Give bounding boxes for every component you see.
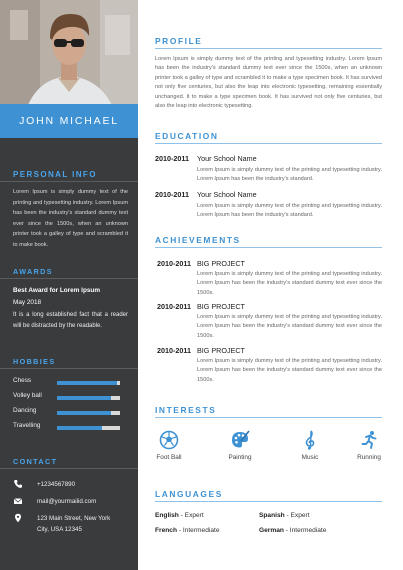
interest-running xyxy=(344,430,394,461)
interest-music xyxy=(285,430,335,461)
hobby-row xyxy=(13,407,125,417)
phone-number: +1234567890 xyxy=(37,481,76,488)
language-item xyxy=(155,527,220,534)
email-address: mail@yourmailid.com xyxy=(37,498,97,505)
divider xyxy=(155,417,382,418)
hobby-level-fill xyxy=(57,396,111,400)
football-icon xyxy=(159,430,179,450)
hobbies-heading: HOBBIES xyxy=(13,357,56,366)
divider xyxy=(155,247,382,248)
hobby-level-bar xyxy=(57,411,120,415)
address-line-1: 123 Main Street, New York xyxy=(37,515,111,522)
music-clef-icon xyxy=(300,430,320,450)
envelope-icon xyxy=(13,496,23,506)
language-name: French xyxy=(155,527,177,534)
hobby-label: Volley ball xyxy=(13,392,42,399)
awards-heading: AWARDS xyxy=(13,267,53,276)
profile-text: Lorem Ipsum is simply dummy text of the printing and typesetting industry. Lorem Ipsum has been the industry's standard dummy text ever since the 1500s, when an unknown printer took a galley of type and scrambled it to make a type specimen book. It has survived not only five centuries, but also the leap into electronic typesetting, remaining essentially unchanged. It to make a type specimen book. It has survived not only five centuries, but also the leap into electronic typesetting. xyxy=(155,56,382,110)
hobby-row xyxy=(13,377,125,387)
hobby-row xyxy=(13,392,125,402)
hobby-level-bar xyxy=(57,396,120,400)
hobby-label: Dancing xyxy=(13,407,37,414)
language-level: - Intermediate xyxy=(176,527,220,534)
interest-label: Painting xyxy=(228,454,252,461)
interest-football xyxy=(144,430,194,461)
divider xyxy=(0,468,138,469)
address-line-2: City, USA 12345 xyxy=(37,526,82,533)
language-item xyxy=(259,527,326,534)
divider xyxy=(0,368,138,369)
divider xyxy=(155,48,382,49)
language-level: - Expert xyxy=(284,512,310,519)
address-text xyxy=(37,513,129,535)
achievement-text: Lorem Ipsum is simply dummy text of the printing and typesetting industry. Lorem Ipsum has been the industry's standard dummy text ever since the 1500s. xyxy=(197,271,382,296)
divider xyxy=(0,278,138,279)
palette-icon xyxy=(230,430,250,450)
language-item xyxy=(259,512,310,519)
award-text: It is a long established fact that a reader will be distracted by the readable. xyxy=(13,312,128,329)
divider xyxy=(155,143,382,144)
main-content xyxy=(138,0,403,570)
achievement-years: 2010-2011 xyxy=(157,259,191,268)
personal-info-heading: PERSONAL INFO xyxy=(13,170,97,179)
sidebar xyxy=(0,0,138,570)
hobby-level-fill xyxy=(57,381,117,385)
personal-info-text: Lorem Ipsum is simply dummy text of the printing and typesetting industry. Lorem Ipsum has been the industry's standard dummy text ever since the 1500s, when an unknown printer took a galley of type and scrambled it to make book. xyxy=(13,189,128,248)
profile-photo xyxy=(0,0,138,105)
name-banner xyxy=(0,104,138,138)
running-icon xyxy=(359,430,379,450)
achievement-years: 2010-2011 xyxy=(157,302,191,311)
award-year: May 2018 xyxy=(13,299,42,306)
interests-heading: INTERESTS xyxy=(155,405,217,415)
school-name: Your School Name xyxy=(197,154,257,163)
phone-icon xyxy=(13,479,23,489)
hobby-label: Travelling xyxy=(13,422,41,429)
hobby-row xyxy=(13,422,125,432)
language-name: German xyxy=(259,527,284,534)
achievements-heading: ACHIEVEMENTS xyxy=(155,235,241,245)
hobby-level-bar xyxy=(57,426,120,430)
hobby-level-fill xyxy=(57,426,102,430)
school-name: Your School Name xyxy=(197,190,257,199)
hobby-level-fill xyxy=(57,411,111,415)
language-name: English xyxy=(155,512,179,519)
language-level: - Expert xyxy=(178,512,204,519)
languages-heading: LANGUAGES xyxy=(155,489,223,499)
project-title: BIG PROJECT xyxy=(197,302,245,311)
achievement-text: Lorem Ipsum is simply dummy text of the printing and typesetting industry. Lorem Ipsum has been the industry's standard dummy text ever since the 1500s. xyxy=(197,358,382,383)
interest-label: Running xyxy=(357,454,381,461)
education-years: 2010-2011 xyxy=(155,190,189,199)
profile-heading: PROFILE xyxy=(155,36,203,46)
hobby-label: Chess xyxy=(13,377,32,384)
achievement-years: 2010-2011 xyxy=(157,346,191,355)
language-level: - Intermediate xyxy=(283,527,327,534)
education-years: 2010-2011 xyxy=(155,154,189,163)
interest-label: Foot Ball xyxy=(156,454,182,461)
language-name: Spanish xyxy=(259,512,285,519)
interest-label: Music xyxy=(301,454,319,461)
interest-painting xyxy=(215,430,265,461)
education-text: Lorem Ipsum is simply dummy text of the printing and typesetting industry. Lorem Ipsum has been the industry's standard. xyxy=(197,203,382,219)
hobby-level-bar xyxy=(57,381,120,385)
divider xyxy=(0,181,138,182)
person-name: JOHN MICHAEL xyxy=(19,115,119,127)
language-item xyxy=(155,512,204,519)
award-title: Best Award for Lorem Ipsum xyxy=(13,287,101,294)
education-text: Lorem Ipsum is simply dummy text of the printing and typesetting industry. Lorem Ipsum has been the industry's standard. xyxy=(197,167,382,183)
achievement-text: Lorem Ipsum is simply dummy text of the printing and typesetting industry. Lorem Ipsum has been the industry's standard dummy text ever since the 1500s. xyxy=(197,314,382,339)
divider xyxy=(155,501,382,502)
location-pin-icon xyxy=(13,513,23,523)
project-title: BIG PROJECT xyxy=(197,346,245,355)
education-heading: EDUCATION xyxy=(155,131,219,141)
contact-heading: CONTACT xyxy=(13,457,58,466)
project-title: BIG PROJECT xyxy=(197,259,245,268)
